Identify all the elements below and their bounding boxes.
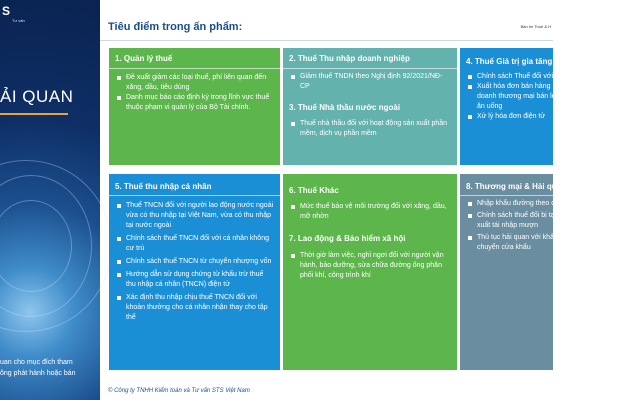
list-item: Chính sách thuế đối bị tạm xuất tái nhập mượn: [468, 211, 568, 231]
card-list-secondary: [291, 251, 451, 281]
cover-panel: [0, 0, 100, 400]
card-vat[interactable]: [460, 48, 626, 165]
card-title: 6. Thuế Khác: [289, 186, 339, 195]
card-list: [291, 72, 451, 92]
list-item: Thuế nhà thầu đối với hoạt động sản xuất phần mềm, dịch vụ phần mềm: [291, 119, 451, 139]
card-list: [291, 202, 451, 222]
company-logo: S: [2, 4, 11, 18]
disclaimer-line-2: ông phát hành hoặc bán: [0, 370, 76, 377]
card-list: [468, 72, 626, 122]
company-logo-tagline: Tư vấn: [12, 18, 25, 23]
list-item: Thủ tục hải quan với khẩu chuyển cửa khẩu: [468, 233, 568, 253]
card-corporate-income-tax[interactable]: [283, 48, 457, 165]
card-list-secondary: [291, 119, 451, 139]
card-tax-administration[interactable]: [109, 48, 280, 165]
card-list: [117, 201, 275, 323]
list-item: Mức thuế bảo vệ môi trường đối với xăng, dầu, mỡ nhờn: [291, 202, 451, 222]
title-underline: [0, 113, 68, 115]
disclaimer: [0, 357, 76, 379]
card-list: [468, 199, 568, 253]
card-title: 1. Quản lý thuế: [115, 54, 173, 63]
card-personal-income-tax[interactable]: [109, 174, 280, 370]
list-item: Nhập khẩu đường theo quan: [468, 199, 568, 209]
list-item: Chính sách Thuế đối với xuất khi thanh lý TSCĐ: [468, 72, 568, 82]
list-item: Xử lý hóa đơn điện tử: [468, 112, 568, 122]
card-divider: [109, 68, 280, 69]
card-other-taxes[interactable]: [283, 174, 457, 370]
card-title: 5. Thuế thu nhập cá nhân: [115, 182, 212, 191]
card-list: [117, 73, 275, 113]
list-item: Thời giờ làm việc, nghỉ ngơi đối với người vận hành, bảo dưỡng, sửa chữa đường ống phân phối khí, công trình khí: [291, 251, 451, 281]
list-item: Xác định thu nhập chịu thuế TNCN đối với khoản thưởng cho cá nhân nhận thay cho tập thể: [117, 293, 275, 323]
card-divider: [109, 195, 280, 196]
card-divider: [283, 68, 457, 69]
newsletter-label: Bản tin Thuế & H: [520, 24, 551, 29]
card-title: 4. Thuế Giá trị gia tăng: [466, 57, 553, 66]
list-item: Danh mục báo cáo định kỳ trong lĩnh vực thuế thuộc phạm vi quản lý của Bộ Tài chính.: [117, 93, 275, 113]
card-title: 8. Thương mại & Hải quan: [466, 182, 566, 191]
disclaimer-line-1: uan cho mục đích tham: [0, 359, 73, 366]
card-title-secondary: 3. Thuế Nhà thầu nước ngoài: [289, 103, 401, 112]
card-title-secondary: 7. Lao động & Bảo hiểm xã hội: [289, 234, 406, 243]
list-item: Hướng dẫn sử dụng chứng từ khấu trừ thuế thu nhập cá nhân (TNCN) điện tử: [117, 270, 275, 290]
list-item: Thuế TNCN đối với người lao động nước ngoài vừa có thu nhập tại Việt Nam, vừa có thu nhập tại nước ngoài: [117, 201, 275, 231]
list-item: Xuất hóa đơn bán hàng doanh thương mại bán lẻ vụ ăn uống: [468, 82, 568, 112]
list-item: Đề xuất giảm các loại thuế, phí liên quan đến xăng, dầu, tiêu dùng: [117, 73, 275, 93]
copyright-footer: © Công ty TNHH Kiểm toán và Tư vấn STS Việt Nam: [108, 388, 250, 394]
card-trade-customs[interactable]: [460, 174, 567, 370]
cover-title: ẢI QUAN: [0, 87, 74, 106]
list-item: Giảm thuế TNDN theo Nghị định 92/2021/NĐ-CP: [291, 72, 451, 92]
header-divider: [100, 40, 553, 41]
list-item: Chính sách thuế TNCN đối với cá nhân không cư trú: [117, 234, 275, 254]
list-item: Chính sách thuế TNCN từ chuyển nhượng vốn: [117, 257, 275, 267]
card-title: 2. Thuế Thu nhập doanh nghiệp: [289, 54, 410, 63]
page-heading: Tiêu điểm trong ấn phẩm:: [108, 21, 243, 33]
card-divider: [460, 195, 553, 196]
